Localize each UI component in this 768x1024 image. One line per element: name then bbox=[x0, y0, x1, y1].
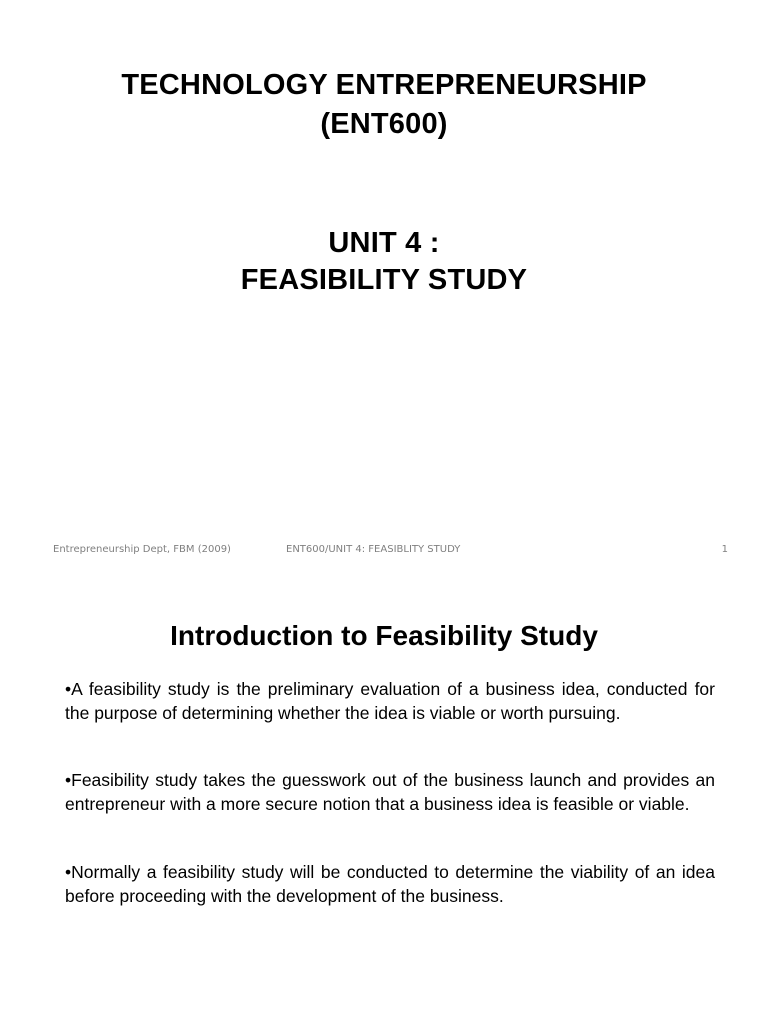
unit-number: UNIT 4 : bbox=[328, 227, 440, 259]
unit-title: FEASIBILITY STUDY bbox=[240, 264, 528, 296]
bullet-paragraph: •Normally a feasibility study will be conducted to determine the viability of an idea before proceeding with the development of the business. bbox=[65, 862, 715, 906]
slide-heading: Introduction to Feasibility Study bbox=[170, 620, 598, 651]
footer-page-number: 1 bbox=[721, 544, 728, 555]
footer-unit-label: ENT600/UNIT 4: FEASIBLITY STUDY bbox=[286, 544, 461, 555]
course-title: TECHNOLOGY ENTREPRENEURSHIP bbox=[121, 69, 647, 101]
bullet-paragraph: •A feasibility study is the preliminary evaluation of a business idea, conducted for the purpose of determining whether the idea is viable or worth pursuing. bbox=[65, 679, 715, 723]
course-code: (ENT600) bbox=[320, 108, 448, 140]
content-slide bbox=[0, 568, 768, 1024]
footer-department: Entrepreneurship Dept, FBM (2009) bbox=[53, 544, 231, 555]
bullet-paragraph: •Feasibility study takes the guesswork out of the business launch and provides an entrepreneur with a more secure notion that a business idea is feasible or viable. bbox=[65, 770, 715, 814]
